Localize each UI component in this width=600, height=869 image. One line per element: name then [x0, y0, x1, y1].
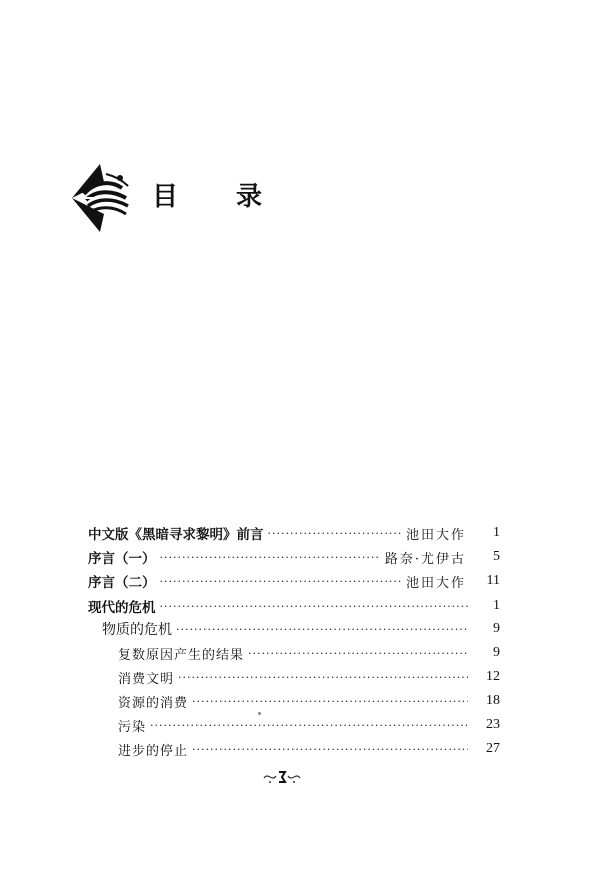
toc-leader-dots: [160, 600, 469, 613]
toc-leader-dots: [150, 719, 468, 732]
toc-entry-page: 5: [493, 549, 500, 564]
toc-entry-page: 23: [486, 717, 500, 732]
toc-entry-label: 复数原因产生的结果: [118, 647, 245, 663]
toc-entry[interactable]: [88, 666, 500, 688]
toc-entry-label: 消费文明: [118, 671, 175, 687]
toc-entry-page: 9: [493, 621, 500, 636]
toc-leader-dots: [192, 743, 468, 756]
toc-entry-label: 物质的危机: [102, 622, 172, 638]
toc-leader-dots: [268, 527, 402, 540]
toc-entry-page: 12: [486, 669, 500, 684]
toc-entry-page: 9: [493, 645, 500, 660]
toc-entry-author: 池田大作: [405, 575, 466, 591]
toc-entry[interactable]: [88, 618, 500, 640]
toc-entry-page: 27: [486, 741, 500, 756]
toc-leader-dots: [176, 623, 468, 636]
toc-leader-dots: [192, 695, 468, 708]
title-ornament-icon: [70, 160, 132, 234]
toc-entry-page: 1: [493, 598, 500, 613]
toc-entry[interactable]: [88, 690, 500, 712]
toc-entry-label: 污染: [118, 719, 147, 735]
toc-entry[interactable]: [88, 595, 500, 617]
toc-entry[interactable]: [88, 570, 500, 592]
toc-entry-page: 18: [486, 693, 500, 708]
toc-entry[interactable]: [88, 642, 500, 664]
print-speck: [258, 712, 261, 715]
toc-entry[interactable]: [88, 546, 500, 568]
toc-leader-dots: [160, 575, 402, 588]
footer-ornament-icon: [262, 766, 302, 788]
toc-entry-label: 资源的消费: [118, 695, 189, 711]
title-char-1: 目: [152, 182, 179, 212]
toc-entry-author: 池田大作: [405, 527, 466, 543]
toc-entry[interactable]: [88, 714, 500, 736]
toc-entry-page: 11: [486, 573, 500, 588]
toc-leader-dots: [178, 671, 468, 684]
toc-entry-author: 路奈·尤伊古: [384, 551, 466, 567]
page-title: [152, 176, 263, 213]
toc-entry[interactable]: [88, 738, 500, 760]
toc-leader-dots: [160, 551, 381, 564]
title-char-2: 录: [236, 182, 263, 212]
toc-entry-label: 序言（一）: [88, 551, 156, 567]
toc-entry-label: 中文版《黑暗寻求黎明》前言: [88, 527, 264, 543]
toc-entry-label: 序言（二）: [88, 575, 156, 591]
toc-entry-label: 现代的危机: [88, 600, 156, 616]
toc-entry[interactable]: [88, 522, 500, 544]
toc-entry-page: 1: [493, 525, 500, 540]
toc-entry-label: 进步的停止: [118, 743, 189, 759]
toc-leader-dots: [248, 647, 468, 660]
